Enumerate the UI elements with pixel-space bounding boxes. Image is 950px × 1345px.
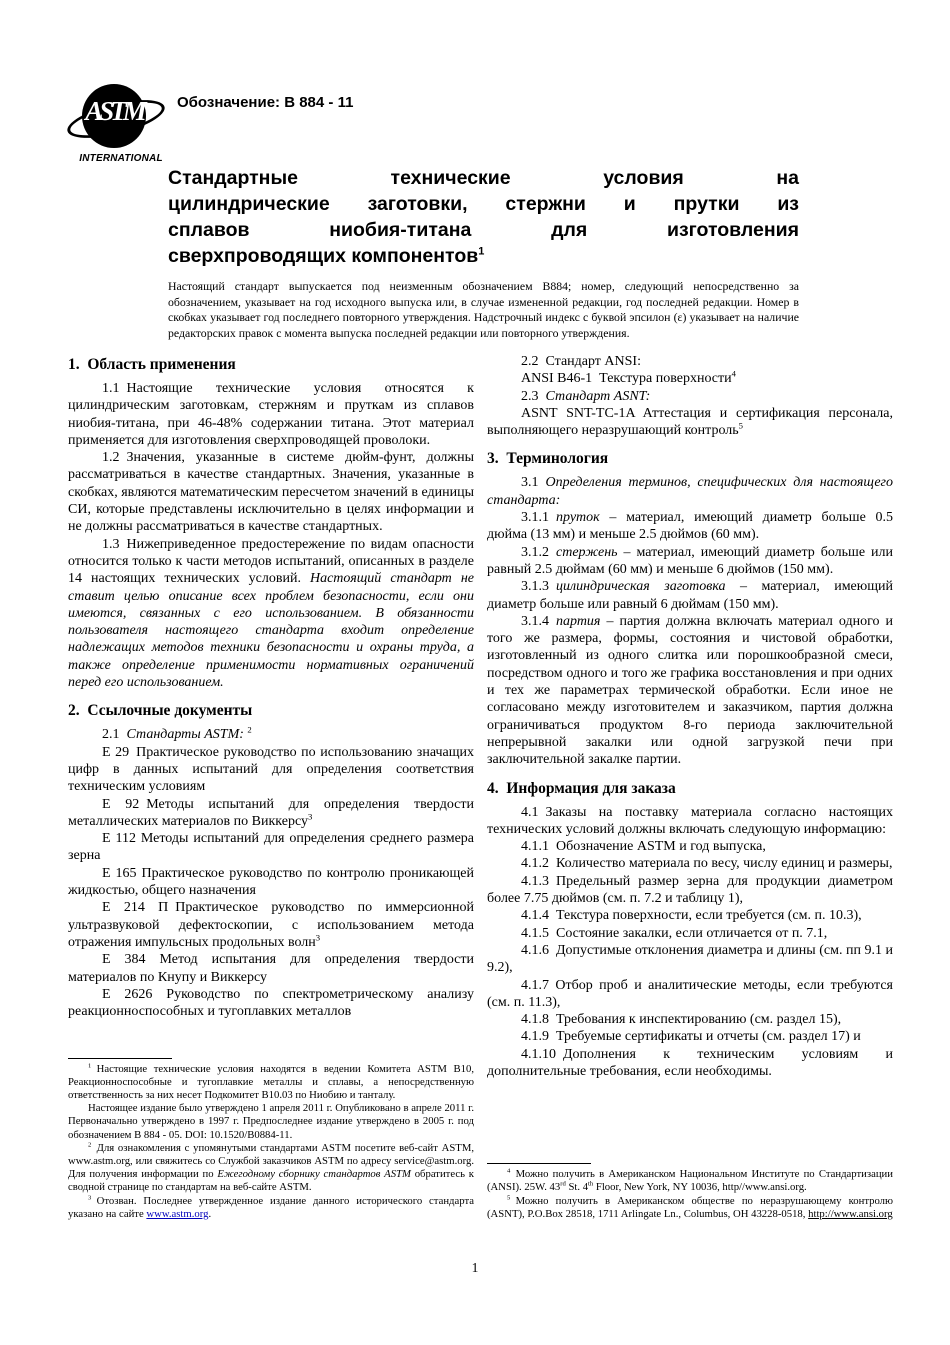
clause-4-1-6: 4.1.6 Допустимые отклонения диаметра и длины (см. пп 9.1 и 9.2), (487, 942, 893, 976)
right-column (487, 353, 893, 1221)
clause-4-1-5: 4.1.5 Состояние закалки, если отличается от п. 7.1, (521, 925, 828, 941)
footnote-4: $^4$ Можно получить в Американском Национальном Институте по Стандартизации (ANSI). 25W. 43rd St. 4th Floor, New York, NY 10036, http//www.ansi.org. (487, 1167, 893, 1194)
footnote-separator (487, 1163, 591, 1164)
clause-1-1: 1.1 Настоящие технические условия относятся к цилиндрическим заготовкам, стержням и пруткам из сплавов ниобия-титана, при 46-48% содержании титана. Этот материал применяется для изготовления сверхпроводящей проволоки. (68, 381, 474, 448)
clause-4-1: 4.1 Заказы на поставку материала согласно настоящих технических условий должны включать следующую информацию: (487, 804, 893, 837)
footnote-1-continued: Настоящее издание было утверждено 1 апреля 2011 г. Опубликовано в апреле 2011 г. Первоначально утверждено в 1997 г. Предпоследнее издание утверждено в 2005 г. под обозначением B 884 - 05. DOI: 10.1520/B0884-11. (68, 1102, 474, 1141)
ref-ansi-b46-1: ANSI B46-1 Текстура поверхности$^4$ (521, 368, 736, 387)
ref-e384: E 384 Метод испытания для определения твердости материалов по Кнупу и Виккерсу (68, 952, 474, 985)
section-2-heading: 2. Ссылочные документы (68, 702, 253, 720)
footnote-3: $^3$ Отозван. Последнее утвержденное издание данного исторического стандарта указано на сайте www.astm.org. (68, 1194, 474, 1220)
two-column-body (68, 353, 893, 1221)
clause-4-1-9: 4.1.9 Требуемые сертификаты и отчеты (см. раздел 17) и (521, 1029, 861, 1045)
clause-2-2: 2.2 Стандарт ANSI: (521, 354, 641, 369)
title-line-4: сверхпроводящих компонентов$^1$ (168, 245, 485, 267)
astm-globe-icon (82, 84, 146, 148)
ref-asnt-snt-tc-1a: ASNT SNT-TC-1A Аттестация и сертификация персонала, выполняющего неразрушающий контроль$^5$ (487, 405, 893, 439)
clause-4-1-10: 4.1.10 Дополнения к техническим условиям и дополнительные требования, если необходимы. (487, 1046, 893, 1079)
clause-1-2: 1.2 Значения, указанные в системе дюйм-фунт, должны рассматриваться в качестве стандартных. Значения, указанные в скобках, являются математическим пересчетом значений в единицы СИ, которые представлены исключительно в целях информации и не должны рассматриваться в качестве стандартных. (68, 450, 474, 535)
title-line-1: Стандартные технические условия на (168, 167, 799, 189)
hyperlink[interactable]: http://www.ansi.org (808, 1207, 893, 1220)
ref-e29: E 29 Практическое руководство по использованию значащих цифр в данных испытаний для определения соответствия техническим условиям (68, 744, 474, 795)
clause-3-1-3: 3.1.3 цилиндрическая заготовка – материал, имеющий диаметр больше или равный 6 дюймам (150 мм). (487, 579, 893, 612)
clause-2-3: 2.3 Стандарт ASNT: (521, 388, 651, 404)
clause-3-1-2: 3.1.2 стержень – материал, имеющий диаметр больше или равный 2.5 дюймам (60 мм) и меньше 6 дюймов (150 мм). (487, 544, 893, 577)
page-number: 1 (471, 1260, 479, 1275)
clause-3-1-1: 3.1.1 пруток – материал, имеющий диаметр больше 0.5 дюйма (13 мм) и меньше 2.5 дюймов (60 мм). (487, 510, 893, 543)
footnote-separator (68, 1058, 172, 1059)
section-1-heading: 1. Область применения (68, 356, 236, 373)
left-footnotes-list (68, 1063, 474, 1221)
clause-4-1-3: 4.1.3 Предельный размер зерна для продукции диаметром более 7.75 дюймов (см. п. 7.2 и таблицу 1), (487, 873, 893, 907)
title-line-3: сплавов ниобия-титана для изготовления (168, 219, 799, 241)
clause-3-1-4: 3.1.4 партия – партия должна включать материал одного и того же размера, формы, состояния и чистовой обработки, изготовленный из одного слитка или порошкообразной смеси, посредством одного и того же графика восстановления и при одних и тех же параметрах термической обработки. Если иное не согласовано между изготовителем и заказчиком, партия должна ограничиваться продуктом 8-го периода заключительной непрерывной закалки или одной загрузкой печи при заключительной закалке партии. (487, 613, 893, 768)
right-footnotes (487, 1157, 893, 1221)
title-line-2: цилиндрические заготовки, стержни и прутки из (168, 193, 799, 215)
right-footnotes-list (487, 1168, 893, 1221)
left-column (68, 353, 474, 1221)
astm-logo (66, 84, 176, 164)
clause-4-1-8: 4.1.8 Требования к инспектированию (см. раздел 15), (521, 1012, 842, 1028)
hyperlink[interactable]: www.astm.org (146, 1207, 209, 1220)
designation-label: Обозначение: B 884 - 11 (177, 94, 354, 111)
clause-2-1: 2.1 Стандарты ASTM: $^2$ (102, 724, 252, 743)
right-column-content (487, 353, 893, 1080)
logo-astm-label: ASTM (85, 96, 143, 126)
ref-e92: E 92 Методы испытаний для определения твердости металлических материалов по Виккерсу$^3$ (68, 796, 474, 829)
ref-e112: E 112 Методы испытаний для определения среднего размера зерна (68, 831, 474, 864)
clause-1-3: 1.3 Нижеприведенное предостережение по видам опасности относится только к части методов испытаний, описанных в разделе 14 настоящих технических условий. Настоящий стандарт не ставит целью описание всех проблем безопасности, если они имеются, связанных с его использованием. В обязанности пользователя настоящего стандарта входит определение надлежащих методов техники безопасности и охраны труда, а также определение применимости нормативных ограничений перед его использованием. (68, 536, 474, 691)
section-3-heading: 3. Терминология (487, 450, 609, 468)
footnote-1: $^1$ Настоящие технические условия находятся в ведении Комитета ASTM B10, Реакционноспособные и тугоплавкие металлы и сплавы, а непосредственную ответственность за них несет Подкомитет B10.03 по Ниобию и танталу. (68, 1062, 474, 1101)
ref-e214: E 214 П Практическое руководство по иммерсионной ультразвуковой дефектоскопии, с использованием метода отражения импульсных продольных волн$^3$ (68, 900, 474, 950)
clause-4-1-7: 4.1.7 Отбор проб и аналитические методы, если требуются (см. п. 11.3), (487, 977, 893, 1010)
clause-4-1-2: 4.1.2 Количество материала по весу, числу единиц и размеры, (521, 856, 893, 872)
clause-4-1-4: 4.1.4 Текстура поверхности, если требуется (см. п. 10.3), (521, 908, 862, 924)
clause-3-1: 3.1 Определения терминов, специфических для настоящего стандарта: (487, 475, 893, 508)
abstract-paragraph: Настоящий стандарт выпускается под неизменным обозначением B884; номер, следующий непосредственно за обозначением, указывает на год исходного выпуска или, в случае измененной редакции, год последней редакции. Номер в скобках указывает год последнего повторного утверждения. Надстрочный индекс с буквой эпсилон (ε) указывает на наличие редакторских правок с момента выпуска последней редакции или повторного утверждения. (168, 279, 799, 340)
left-column-content (68, 353, 474, 1020)
document-title (168, 165, 799, 269)
footnote-2: $^2$ Для ознакомления с упомянутыми стандартами ASTM посетите веб-сайт ASTM, www.astm.org, или свяжитесь со Службой заказчиков ASTM по адресу service@astm.org. Для получения информации по Ежегодному сборнику стандартов ASTM обратитесь к сводной странице по стандартам на веб-сайте ASTM. (68, 1141, 474, 1194)
ref-e2626: E 2626 Руководство по спектрометрическому анализу реакционноспособных и тугоплавких металлов (68, 986, 474, 1020)
left-footnotes (68, 1052, 474, 1221)
section-4-heading: 4. Информация для заказа (487, 779, 676, 797)
ref-e165: E 165 Практическое руководство по контролю проникающей жидкостью, общего назначения (68, 865, 474, 899)
logo-international-label: INTERNATIONAL (79, 153, 163, 164)
footnote-5: $^5$ Можно получить в Американском обществе по неразрушающему контролю (ASNT), P.O.Box 28518, 1711 Arlingate Ln., Columbus, OH 43228-0518, http://www.ansi.org (487, 1194, 893, 1220)
clause-4-1-1: 4.1.1 Обозначение ASTM и год выпуска, (521, 839, 766, 855)
